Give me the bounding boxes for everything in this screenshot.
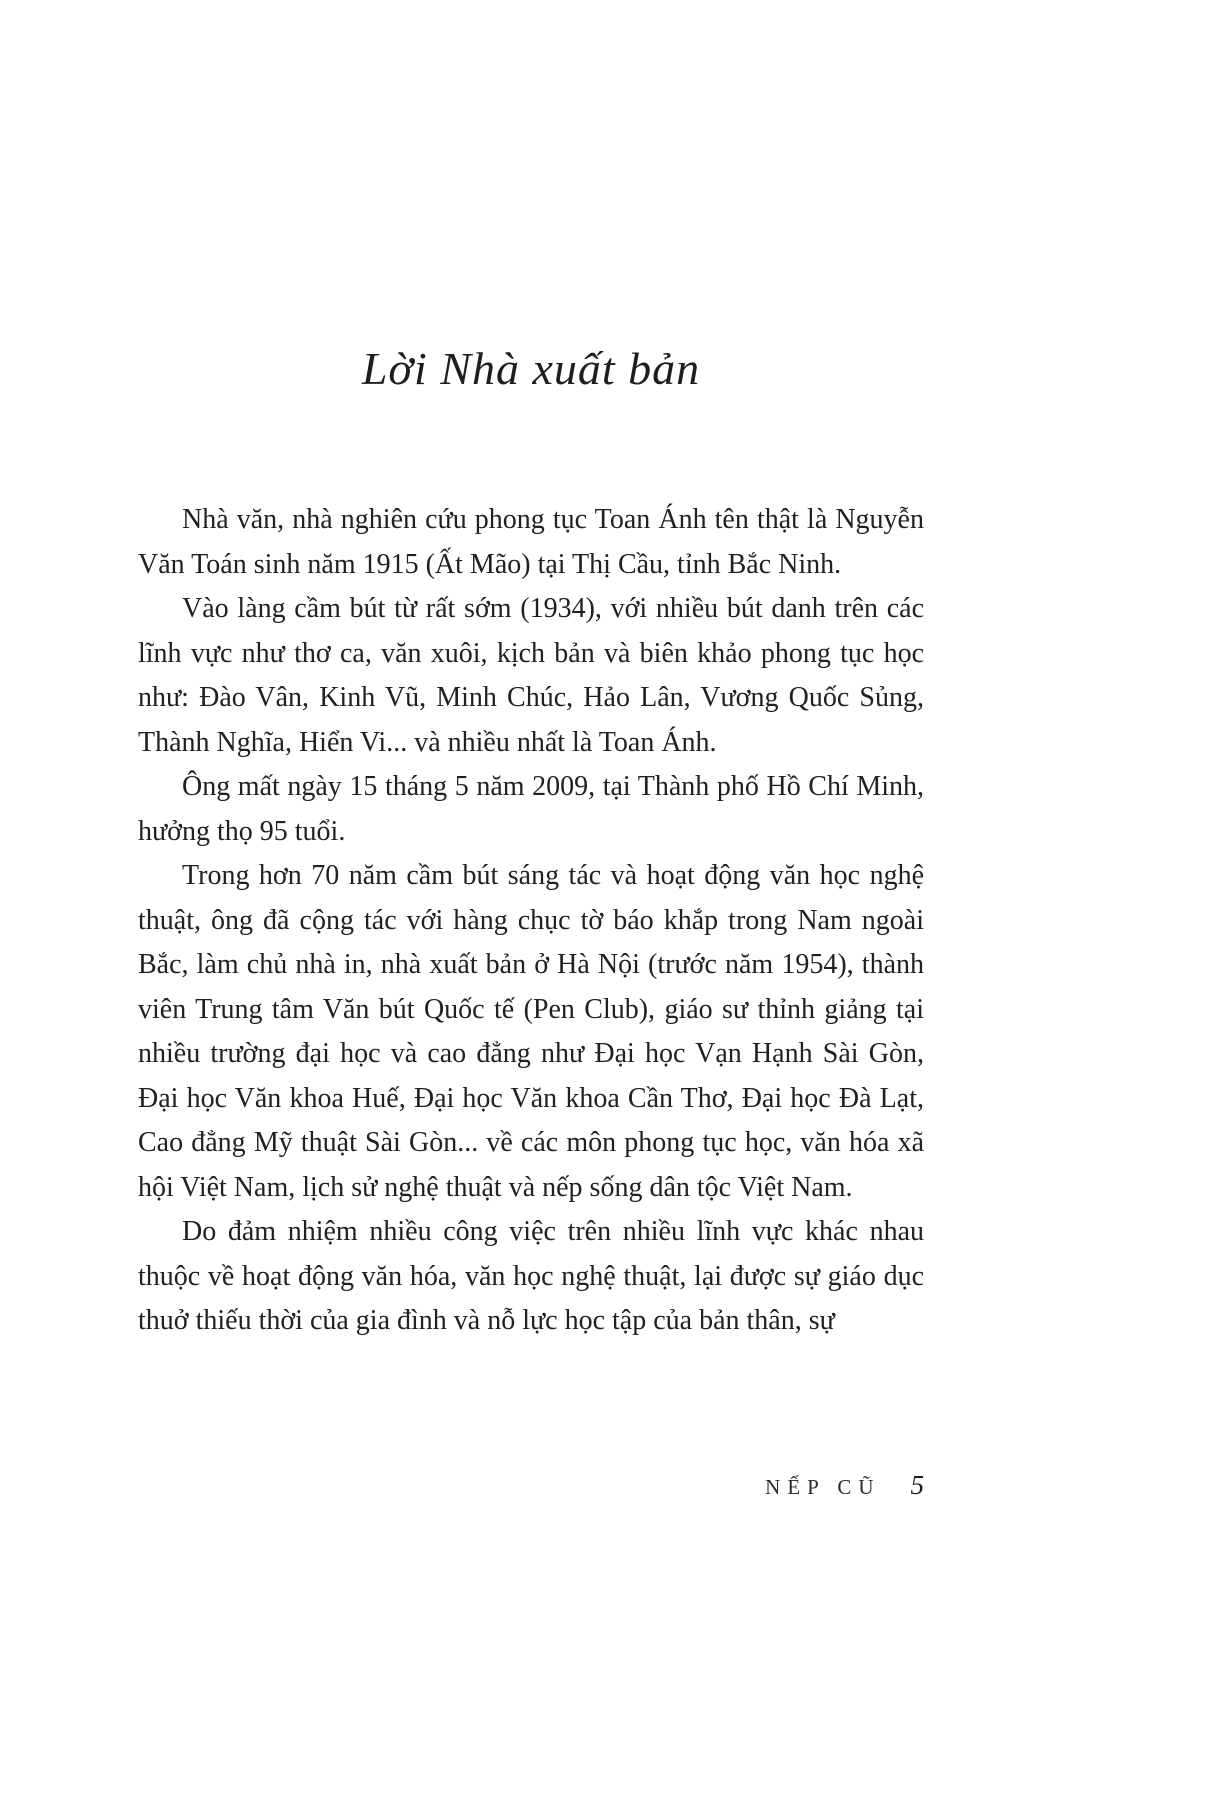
paragraph-2: Vào làng cầm bút từ rất sớm (1934), với nhiều bút danh trên các lĩnh vực như thơ ca, văn xuôi, kịch bản và biên khảo phong tục học như: Đào Vân, Kinh Vũ, Minh Chúc, Hảo Lân, Vương Quốc Sủng, Thành Nghĩa, Hiển Vi... và nhiều nhất là Toan Ánh. — [138, 593, 924, 758]
paragraph-5: Do đảm nhiệm nhiều công việc trên nhiều lĩnh vực khác nhau thuộc về hoạt động văn hóa, văn học nghệ thuật, lại được sự giáo dục thuở thiếu thời của gia đình và nỗ lực học tập của bản thân, sự — [138, 1216, 924, 1336]
running-title: NẾP CŨ — [765, 1475, 881, 1499]
page-number: 5 — [910, 1470, 924, 1500]
body-text — [138, 498, 924, 1344]
paragraph-3: Ông mất ngày 15 tháng 5 năm 2009, tại Thành phố Hồ Chí Minh, hưởng thọ 95 tuổi. — [138, 771, 924, 847]
page-footer — [138, 1470, 924, 1501]
paragraph-4: Trong hơn 70 năm cầm bút sáng tác và hoạt động văn học nghệ thuật, ông đã cộng tác với hàng chục tờ báo khắp trong Nam ngoài Bắc, làm chủ nhà in, nhà xuất bản ở Hà Nội (trước năm 1954), thành viên Trung tâm Văn bút Quốc tế (Pen Club), giáo sư thỉnh giảng tại nhiều trường đại học và cao đẳng như Đại học Vạn Hạnh Sài Gòn, Đại học Văn khoa Huế, Đại học Văn khoa Cần Thơ, Đại học Đà Lạt, Cao đẳng Mỹ thuật Sài Gòn... về các môn phong tục học, văn hóa xã hội Việt Nam, lịch sử nghệ thuật và nếp sống dân tộc Việt Nam. — [138, 860, 924, 1203]
chapter-title: Lời Nhà xuất bản — [361, 343, 701, 394]
paragraph-1: Nhà văn, nhà nghiên cứu phong tục Toan Ánh tên thật là Nguyễn Văn Toán sinh năm 1915 (Ất Mão) tại Thị Cầu, tỉnh Bắc Ninh. — [138, 504, 924, 580]
